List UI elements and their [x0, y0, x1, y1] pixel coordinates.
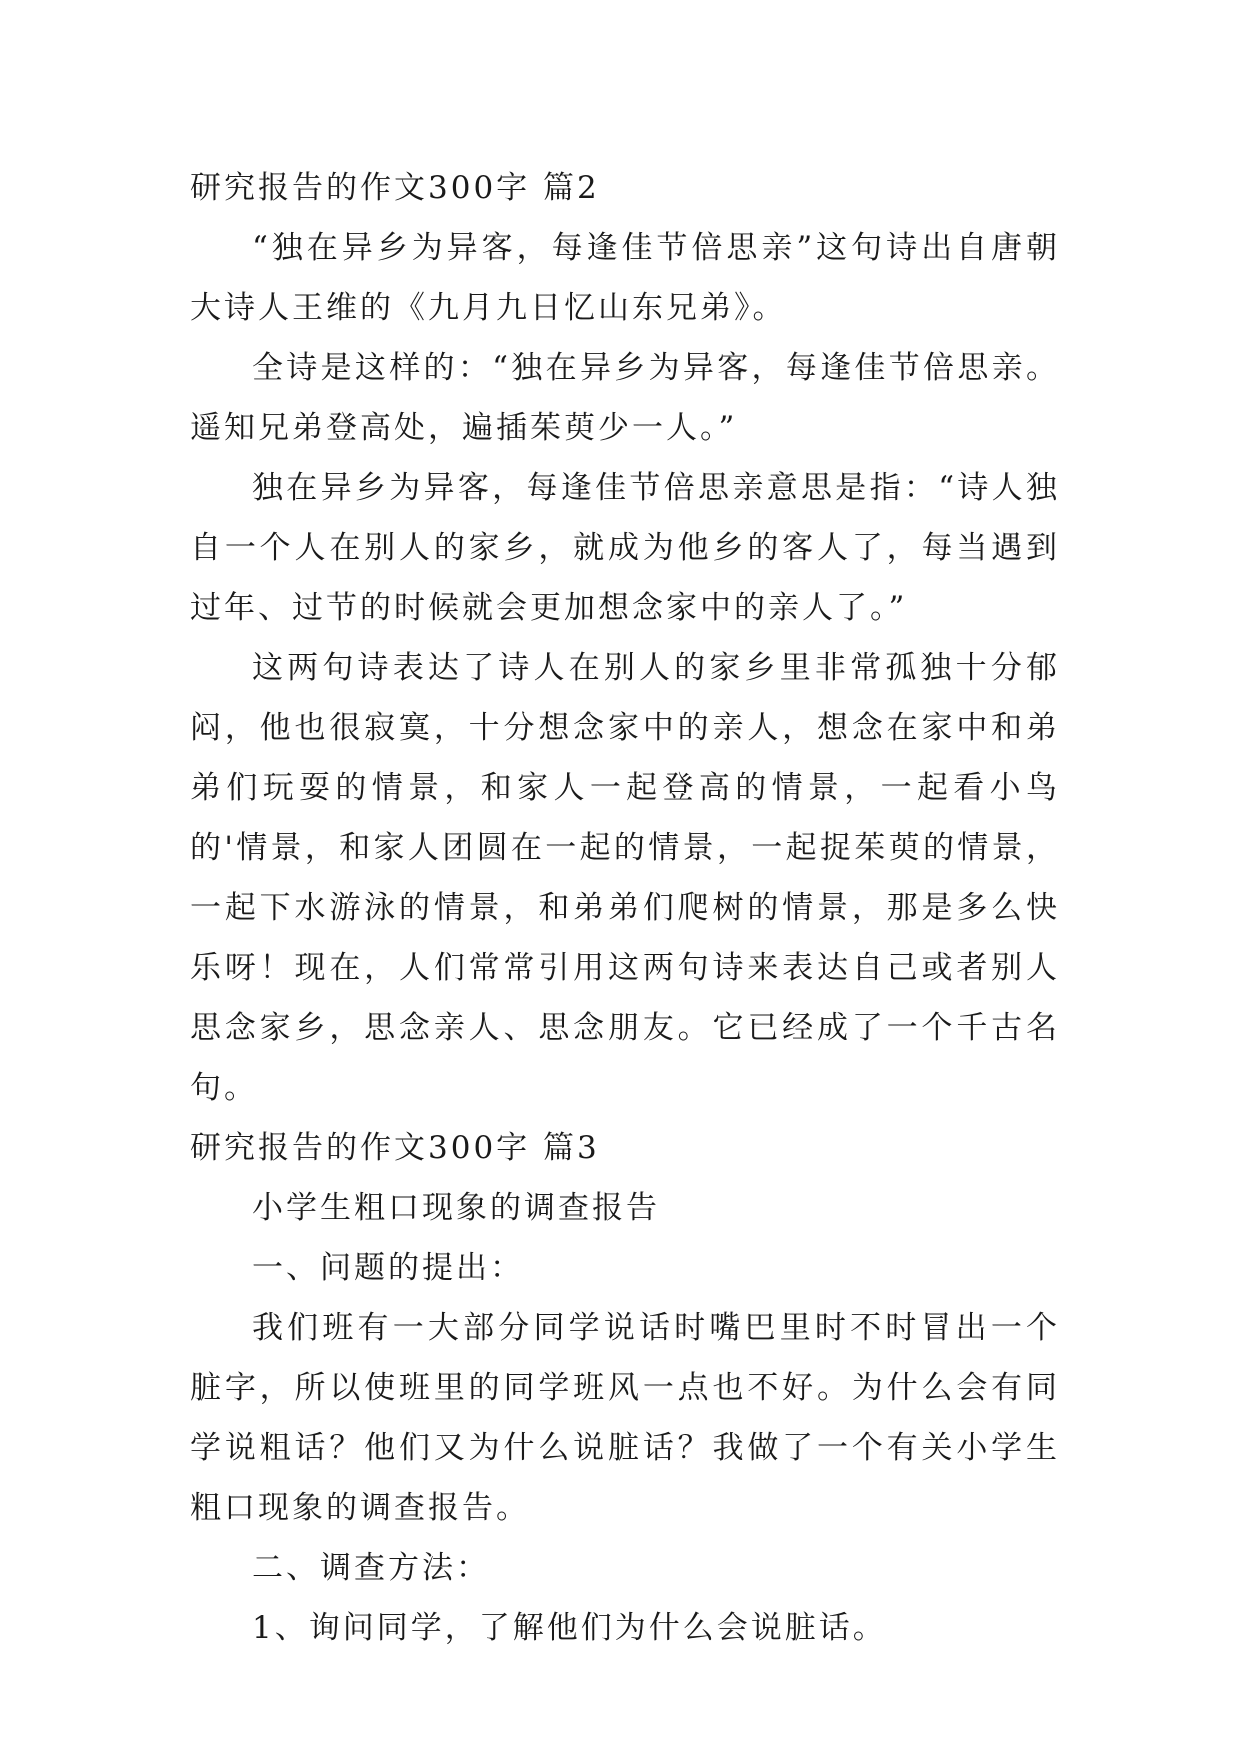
section-heading: 研究报告的作文300字 篇3 [190, 1130, 600, 1166]
section-heading: 研究报告的作文300字 篇2 [190, 170, 600, 206]
document-body [190, 158, 1060, 1658]
paragraph: “独在异乡为异客，每逢佳节倍思亲”这句诗出自唐朝大诗人王维的《九月九日忆山东兄弟》。 [190, 230, 1060, 326]
paragraph: 这两句诗表达了诗人在别人的家乡里非常孤独十分郁闷，他也很寂寞，十分想念家中的亲人，想念在家中和弟弟们玩耍的情景，和家人一起登高的情景，一起看小鸟的'情景，和家人团圆在一起的情景，一起捉茱萸的情景，一起下水游泳的情景，和弟弟们爬树的情景，那是多么快乐呀！现在，人们常常引用这两句诗来表达自己或者别人思念家乡，思念亲人、思念朋友。它已经成了一个千古名句。 [190, 650, 1060, 1106]
paragraph: 我们班有一大部分同学说话时嘴巴里时不时冒出一个脏字，所以使班里的同学班风一点也不好。为什么会有同学说粗话？他们又为什么说脏话？我做了一个有关小学生粗口现象的调查报告。 [190, 1310, 1060, 1526]
paragraph: 全诗是这样的：“独在异乡为异客，每逢佳节倍思亲。遥知兄弟登高处，遍插茱萸少一人。” [190, 350, 1060, 446]
paragraph: 一、问题的提出： [252, 1250, 524, 1286]
paragraph: 独在异乡为异客，每逢佳节倍思亲意思是指：“诗人独自一个人在别人的家乡，就成为他乡的客人了，每当遇到过年、过节的时候就会更加想念家中的亲人了。” [190, 470, 1060, 626]
paragraph: 小学生粗口现象的调查报告 [252, 1190, 660, 1226]
paragraph: 二、调查方法： [252, 1550, 490, 1586]
paragraph: 1、询问同学，了解他们为什么会说脏话。 [252, 1610, 887, 1646]
